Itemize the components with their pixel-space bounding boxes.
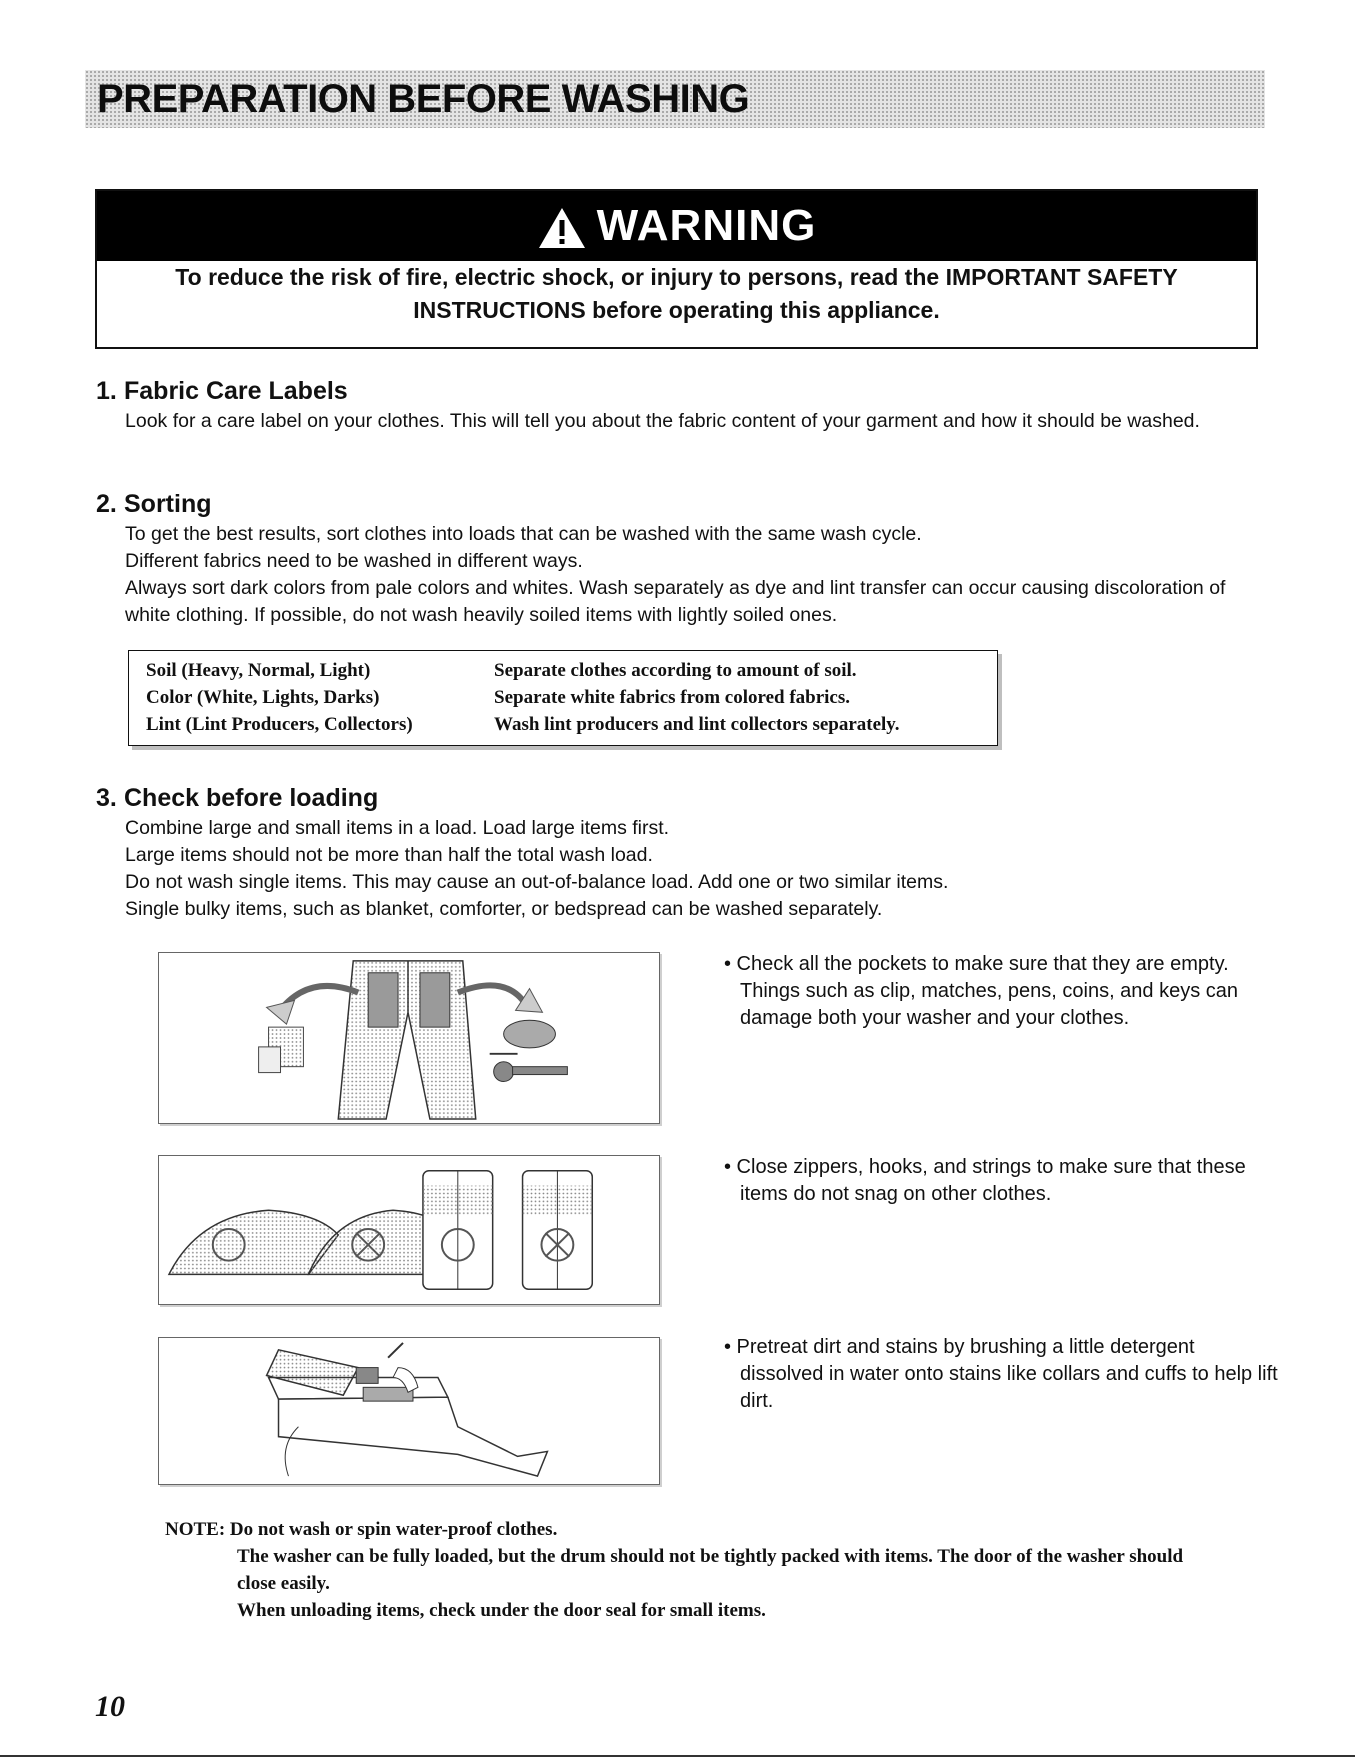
- sort-instruction: Separate clothes according to amount of soil.: [494, 660, 857, 681]
- section-title: Check before loading: [124, 784, 379, 812]
- tip-check-pockets: • Check all the pockets to make sure that they are empty. Things such as clip, matches, pens, coins, and keys can damage both your washer and your clothes.: [724, 953, 1239, 1029]
- section-fabric-care-labels: [96, 374, 1266, 435]
- empty-pockets-illustration: [158, 952, 660, 1124]
- sort-category: Color (White, Lights, Darks): [146, 687, 380, 708]
- note-block: [165, 1516, 1205, 1624]
- section-heading: [96, 781, 1266, 815]
- section-line: Large items should not be more than half the total wash load.: [125, 844, 653, 866]
- section-check-before-loading: [96, 781, 1266, 923]
- section-number: 1.: [96, 377, 117, 405]
- section-body: [125, 815, 1266, 923]
- bottom-rule: [0, 1755, 1355, 1757]
- close-zippers-illustration: [158, 1155, 660, 1305]
- section-line: Different fabrics need to be washed in different ways.: [125, 550, 583, 572]
- note-line: NOTE: Do not wash or spin water-proof clothes.: [165, 1519, 558, 1540]
- sort-instruction: Separate white fabrics from colored fabrics.: [494, 687, 850, 708]
- section-sorting: [96, 487, 1266, 629]
- section-line: To get the best results, sort clothes into loads that can be washed with the same wash cycle.: [125, 523, 922, 545]
- warning-title: WARNING: [596, 201, 817, 250]
- section-line: Single bulky items, such as blanket, comforter, or bedspread can be washed separately.: [125, 898, 883, 920]
- sort-category: Lint (Lint Producers, Collectors): [146, 714, 413, 735]
- section-header-band: [85, 70, 1265, 128]
- table-row: [146, 684, 997, 711]
- sorting-table: [128, 650, 998, 746]
- table-row: [146, 657, 997, 684]
- section-line: Combine large and small items in a load. Load large items first.: [125, 817, 670, 839]
- page-title: PREPARATION BEFORE WASHING: [97, 77, 750, 121]
- sort-category: Soil (Heavy, Normal, Light): [146, 660, 371, 681]
- section-heading: [96, 487, 1266, 521]
- section-line: Look for a care label on your clothes. This will tell you about the fabric content of your garment and how it should be washed.: [125, 410, 1200, 432]
- warning-triangle-icon: [537, 206, 587, 250]
- warning-box: [95, 189, 1258, 349]
- pretreat-stains-illustration: [158, 1337, 660, 1485]
- page-number: 10: [95, 1690, 125, 1723]
- section-title: Sorting: [124, 490, 212, 518]
- section-body: [125, 408, 1266, 435]
- section-heading: [96, 374, 1266, 408]
- section-title: Fabric Care Labels: [124, 377, 348, 405]
- tip-pretreat-stains: • Pretreat dirt and stains by brushing a little detergent dissolved in water onto stains like collars and cuffs to help lift dirt.: [724, 1336, 1278, 1412]
- section-line: Always sort dark colors from pale colors and whites. Wash separately as dye and lint transfer can occur causing discoloration of white clothing. If possible, do not wash heavily soiled items with lightly soiled ones.: [125, 577, 1226, 626]
- sort-instruction: Wash lint producers and lint collectors separately.: [494, 714, 900, 735]
- warning-bar: [97, 191, 1256, 261]
- note-line: The washer can be fully loaded, but the drum should not be tightly packed with items. The door of the washer should close easily.: [237, 1546, 1184, 1594]
- note-line: When unloading items, check under the door seal for small items.: [237, 1600, 766, 1621]
- warning-text: To reduce the risk of fire, electric shock, or injury to persons, read the IMPORTANT SAFETY INSTRUCTIONS before operating this appliance.: [175, 264, 1178, 323]
- section-line: Do not wash single items. This may cause an out-of-balance load. Add one or two similar items.: [125, 871, 949, 893]
- tip-close-zippers: • Close zippers, hooks, and strings to make sure that these items do not snag on other clothes.: [724, 1156, 1246, 1205]
- section-number: 3.: [96, 784, 117, 812]
- section-body: [125, 521, 1266, 629]
- table-row: [146, 711, 997, 738]
- section-number: 2.: [96, 490, 117, 518]
